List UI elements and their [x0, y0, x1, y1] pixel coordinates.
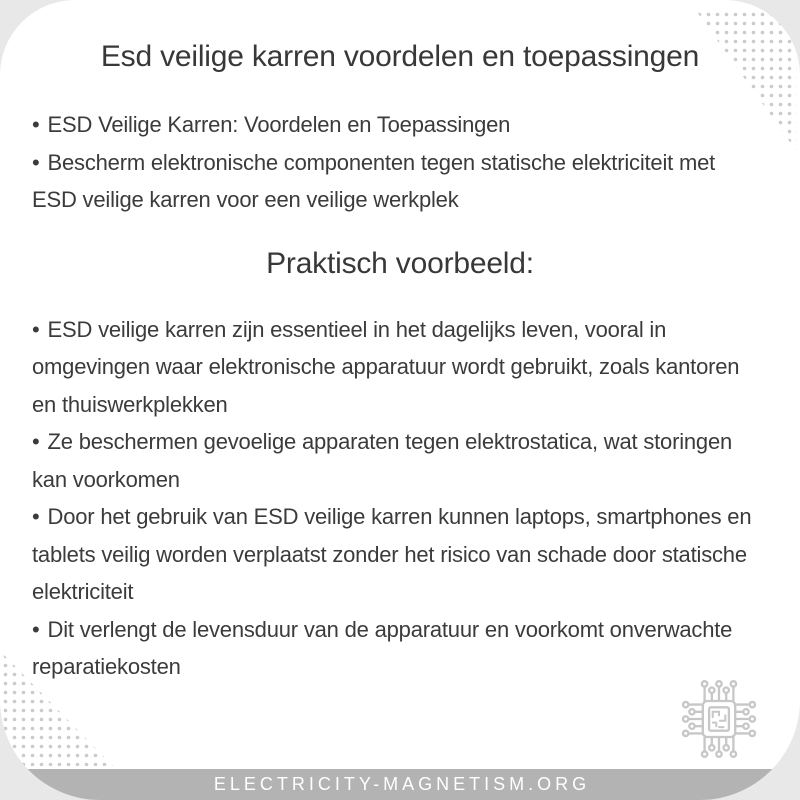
list-item	[32, 611, 765, 686]
list-item-text: Bescherm elektronische componenten tegen statische elektriciteit met ESD veilige karren voor een veilige werkplek	[32, 149, 716, 212]
list-item	[32, 311, 765, 424]
list-item	[32, 423, 765, 498]
bullet-marker: •	[32, 112, 40, 137]
site-name: ELECTRICITY-MAGNETISM.ORG	[213, 774, 591, 794]
microchip-icon	[674, 672, 764, 766]
bullet-marker: •	[32, 616, 40, 642]
list-item-text: Door het gebruik van ESD veilige karren kunnen laptops, smartphones en tablets veilig worden verplaatst zonder het risico van schade door statische elektriciteit	[32, 504, 752, 604]
section-heading: Praktisch voorbeeld:	[266, 246, 534, 280]
list-item-text: ESD Veilige Karren: Voordelen en Toepassingen	[47, 112, 511, 137]
bullet-marker: •	[32, 316, 40, 342]
dot-pattern-bottom-left-icon	[3, 654, 113, 766]
bullet-marker: •	[32, 149, 40, 175]
page-title: Esd veilige karren voordelen en toepassingen	[100, 40, 700, 73]
bullet-marker: •	[32, 504, 40, 529]
intro-bullet-list	[32, 106, 765, 219]
list-item	[32, 144, 765, 219]
bullet-marker: •	[32, 429, 40, 454]
list-item-text: Ze beschermen gevoelige apparaten tegen elektrostatica, wat storingen kan voorkomen	[32, 429, 733, 492]
example-bullet-list	[32, 311, 765, 686]
footer-bar	[0, 769, 800, 800]
list-item-text: ESD veilige karren zijn essentieel in het dagelijks leven, vooral in omgevingen waar elektronische apparatuur wordt gebruikt, zoals kantoren en thuiswerkplekken	[32, 316, 740, 417]
dot-pattern-top-right-icon	[697, 12, 797, 152]
list-item-text: Dit verlengt de levensduur van de apparatuur en voorkomt onverwachte reparatiekosten	[32, 616, 733, 679]
list-item	[32, 106, 765, 144]
list-item	[32, 498, 765, 611]
